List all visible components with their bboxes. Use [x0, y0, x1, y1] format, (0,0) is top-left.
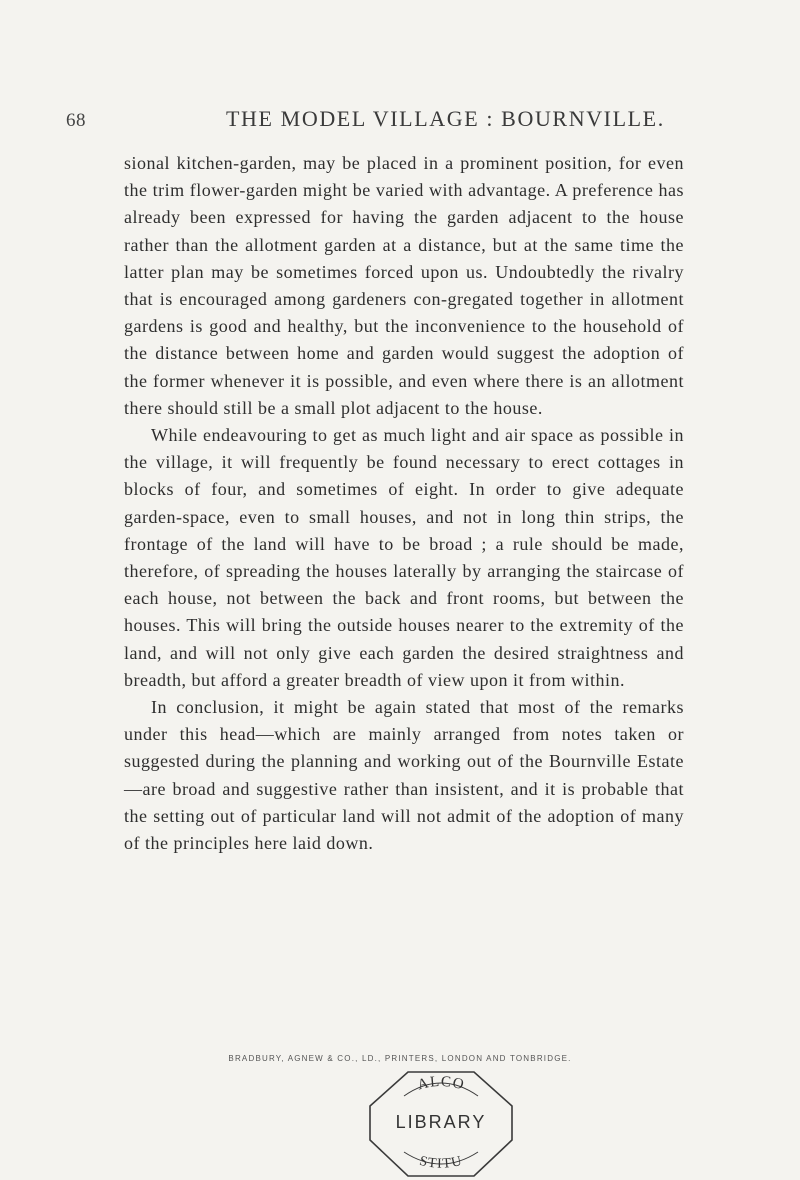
library-stamp — [360, 1066, 522, 1180]
body-text — [124, 150, 684, 857]
paragraph: While endeavouring to get as much light and air space as possible in the village, it will frequently be found necessary to erect cottages in blocks of four, and sometimes of eight. In order to give adequate garden-space, even to small houses, and not in long thin strips, the frontage of the land will have to be broad ; a rule should be made, therefore, of spreading the houses laterally by arranging the staircase of each house, not between the back and front rooms, but between the houses. This will bring the outside houses nearer to the extremity of the land, and will not only give each garden the desired straightness and breadth, but afford a greater breadth of view upon it from within. — [124, 425, 684, 690]
paragraph: sional kitchen-garden, may be placed in a prominent position, for even the trim flower-garden might be varied with advantage. A preference has already been expressed for having the garden adjacent to the house rather than the allotment garden at a distance, but at the same time the latter plan may be sometimes forced upon us. Undoubtedly the rivalry that is encouraged among gardeners con-gregated together in allotment gardens is good and healthy, but the inconvenience to the household of the distance between home and garden would suggest the adoption of the former whenever it is possible, and even where there is an allotment there should still be a small plot adjacent to the house. — [124, 153, 684, 418]
running-title: THE MODEL VILLAGE : BOURNVILLE. — [226, 106, 665, 131]
running-header — [66, 106, 746, 136]
stamp-bottom-text: STITU — [417, 1153, 465, 1172]
stamp-top-text: ALCO — [415, 1073, 467, 1094]
paragraph: In conclusion, it might be again stated that most of the remarks under this head—which are mainly arranged from notes taken or suggested during the planning and working out of the Bournville Estate—are broad and suggestive rather than insistent, and it is probable that the setting out of particular land will not admit of the adoption of many of the principles here laid down. — [124, 697, 684, 854]
page-number: 68 — [66, 110, 86, 131]
svg-text:STITU — [418, 1154, 464, 1172]
svg-text:ALCO — [416, 1074, 466, 1094]
printer-imprint: BRADBURY, AGNEW & CO., LD., PRINTERS, LONDON AND TONBRIDGE. — [228, 1054, 572, 1063]
stamp-label: LIBRARY — [395, 1112, 487, 1132]
